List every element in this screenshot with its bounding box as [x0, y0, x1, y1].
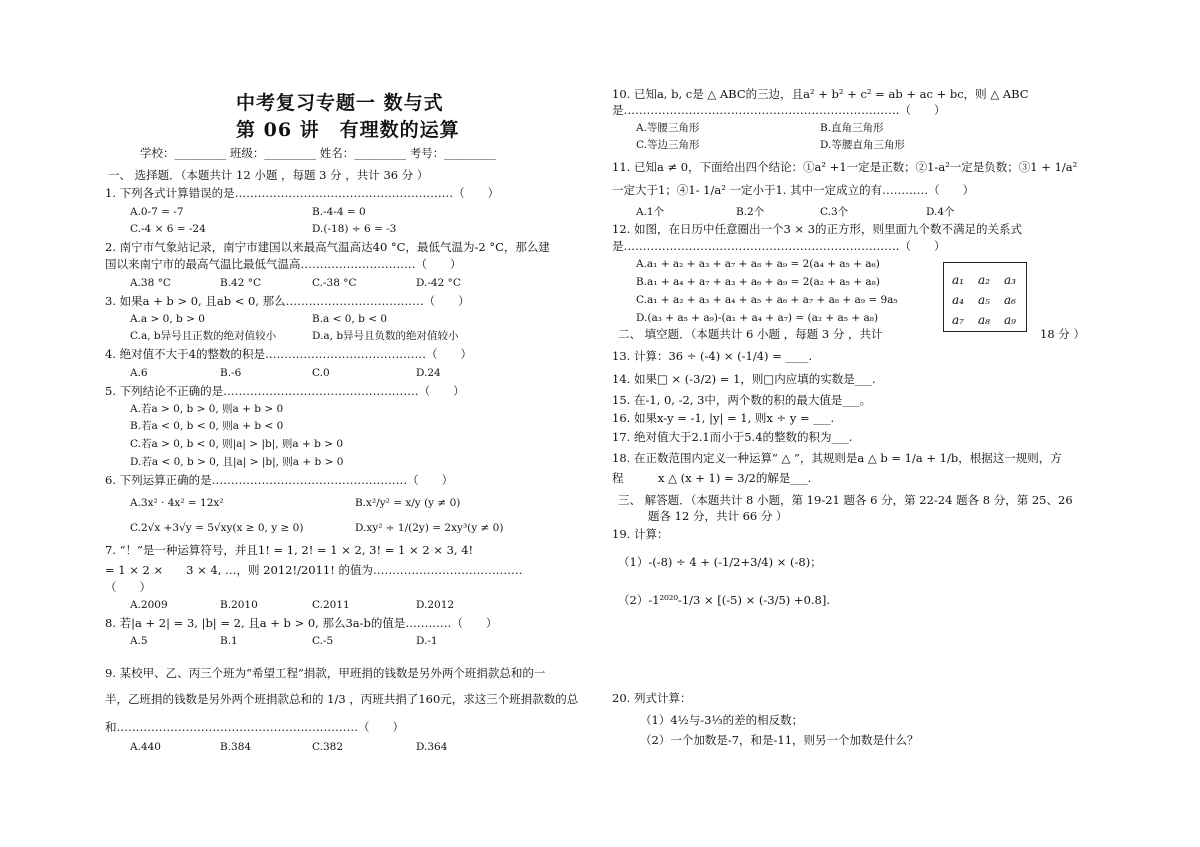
q8-option-a: A.5 — [130, 635, 148, 647]
grid-cell: a₉ — [1004, 313, 1016, 327]
question-20-part-2: （2）一个加数是-7，和是-11，则另一个加数是什么？ — [640, 733, 919, 747]
q5-option-b: B.若a < 0, b < 0, 则a + b < 0 — [130, 420, 284, 432]
question-9-line2: 半，乙班捐的钱数是另外两个班捐款总和的 1/3 ，丙班共捐了160元，求这三个班捐款数的总 — [105, 692, 579, 706]
q2-option-c: C.-38 °C — [312, 277, 357, 289]
q12-option-b: B.a₁ + a₄ + a₇ + a₃ + a₆ + a₉ = 2(a₂ + a₅ + a₈) — [636, 276, 880, 288]
q9-option-c: C.382 — [312, 741, 344, 753]
q3-option-c: C.a, b异号且正数的绝对值较小 — [130, 330, 277, 342]
grid-cell: a₂ — [978, 273, 990, 287]
question-10-line2: 是………………………………………………………………（ ） — [612, 103, 946, 117]
page-subtitle: 第 06 讲 有理数的运算 — [236, 119, 460, 141]
question-18-line1: 18. 在正数范围内定义一种运算“ △ ”，其规则是a △ b = 1/a + 1/b，根据这一规则，方 — [612, 451, 1062, 465]
q11-option-d: D.4个 — [926, 206, 955, 218]
q9-option-d: D.364 — [416, 741, 448, 753]
q11-option-a: A.1个 — [636, 206, 665, 218]
question-12-line2: 是………………………………………………………………（ ） — [612, 239, 946, 253]
grid-cell: a₄ — [952, 293, 964, 307]
calendar-grid-figure — [943, 262, 1027, 332]
page-title: 中考复习专题一 数与式 — [236, 92, 444, 114]
question-11-line1: 11. 已知a ≠ 0，下面给出四个结论：①a² +1一定是正数；②1-a²一定是负数；③1 + 1/a² — [612, 160, 1078, 174]
grid-cell: a₅ — [978, 293, 990, 307]
q6-option-c: C.2√x +3√y = 5√xy(x ≥ 0, y ≥ 0) — [130, 522, 304, 534]
question-2-line1: 2. 南宁市气象站记录，南宁市建国以来最高气温高达40 °C，最低气温为-2 °C，那么建 — [105, 240, 550, 254]
q4-option-c: C.0 — [312, 367, 330, 379]
q2-option-a: A.38 °C — [130, 277, 171, 289]
q1-option-b: B.-4-4 = 0 — [312, 206, 366, 218]
q3-option-b: B.a < 0, b < 0 — [312, 313, 388, 325]
q2-option-d: D.-42 °C — [416, 277, 461, 289]
grid-cell: a₈ — [978, 313, 990, 327]
question-10-line1: 10. 已知a, b, c是 △ ABC的三边，且a² + b² + c² = ab + ac + bc，则 △ ABC — [612, 87, 1029, 101]
question-7-line1: 7. “！”是一种运算符号，并且1! = 1, 2! = 1 × 2, 3! = 1 × 2 × 3, 4! — [105, 543, 474, 557]
q6-option-a: A.3x² · 4x² = 12x² — [130, 497, 224, 509]
q4-option-a: A.6 — [130, 367, 148, 379]
section-answer-heading: 三、 解答题．（本题共计 8 小题，第 19-21 题各 6 分，第 22-24 题各 8 分，第 25、26 — [618, 493, 1073, 507]
section-fill-heading: 二、 填空题．（本题共计 6 小题 ，每题 3 分 ，共计 — [618, 327, 883, 341]
q9-option-b: B.384 — [220, 741, 252, 753]
info-fields: 学校：_________ 班级：_________ 姓名：_________ 考号：_________ — [140, 146, 496, 160]
q5-option-d: D.若a < 0, b > 0, 且|a| > |b|, 则a + b > 0 — [130, 456, 344, 468]
question-19-part-2: （2）-1²⁰²⁰-1/3 × [(-5) × (-3/5) +0.8]. — [618, 593, 830, 607]
q12-option-c: C.a₁ + a₂ + a₃ + a₄ + a₅ + a₆ + a₇ + a₈ + a₉ = 9a₅ — [636, 294, 898, 306]
q8-option-b: B.1 — [220, 635, 238, 647]
q8-option-d: D.-1 — [416, 635, 438, 647]
q7-option-a: A.2009 — [130, 599, 168, 611]
q6-option-d: D.xy² ÷ 1/(2y) = 2xy³(y ≠ 0) — [355, 522, 504, 534]
question-14: 14. 如果□ × (-3/2) = 1，则□内应填的实数是___. — [612, 372, 876, 386]
q1-option-c: C.-4 × 6 = -24 — [130, 223, 206, 235]
q1-option-d: D.(-18) ÷ 6 = -3 — [312, 223, 397, 235]
q9-option-a: A.440 — [130, 741, 161, 753]
question-19-part-1: （1）-(-8) ÷ 4 + (-1/2+3/4) × (-8)； — [618, 555, 822, 569]
question-9-line3: 和………………………………………………………（ ） — [105, 720, 404, 734]
grid-cell: a₁ — [952, 273, 964, 287]
question-16: 16. 如果x-y = -1, |y| = 1, 则x ÷ y = ___. — [612, 411, 835, 425]
question-6: 6. 下列运算正确的是……………………………………………（ ） — [105, 473, 454, 487]
q12-option-d: D.(a₃ + a₅ + a₉)-(a₁ + a₄ + a₇) = (a₂ + a₅ + a₈) — [636, 312, 879, 324]
q10-option-b: B.直角三角形 — [820, 122, 884, 134]
question-3: 3. 如果a + b > 0, 且ab < 0, 那么………………………………（ ） — [105, 294, 470, 308]
q5-option-a: A.若a > 0, b > 0, 则a + b > 0 — [130, 403, 284, 415]
question-20: 20. 列式计算： — [612, 691, 692, 705]
question-15: 15. 在-1, 0, -2, 3中，两个数的积的最大值是___。 — [612, 393, 872, 407]
question-1: 1. 下列各式计算错误的是…………………………………………………（ ） — [105, 186, 500, 200]
section-fill-heading-tail: 18 分 ） — [1040, 327, 1085, 341]
q1-option-a: A.0-7 = -7 — [130, 206, 184, 218]
question-9-line1: 9. 某校甲、乙、丙三个班为“希望工程”捐款，甲班捐的钱数是另外两个班捐款总和的一 — [105, 666, 546, 680]
q4-option-d: D.24 — [416, 367, 441, 379]
q11-option-c: C.3个 — [820, 206, 849, 218]
section-choice-heading: 一、 选择题．（本题共计 12 小题 ，每题 3 分 ，共计 36 分 ） — [108, 168, 429, 182]
question-17: 17. 绝对值大于2.1而小于5.4的整数的积为___. — [612, 430, 853, 444]
q2-option-b: B.42 °C — [220, 277, 262, 289]
q7-option-c: C.2011 — [312, 599, 350, 611]
question-7-line3: （ ） — [105, 580, 151, 594]
q10-option-a: A.等腰三角形 — [636, 122, 700, 134]
question-4: 4. 绝对值不大于4的整数的积是……………………………………（ ） — [105, 347, 472, 361]
grid-cell: a₇ — [952, 313, 964, 327]
q5-option-c: C.若a > 0, b < 0, 则|a| > |b|, 则a + b > 0 — [130, 438, 344, 450]
question-18-line2: 程 x △ (x + 1) = 3/2的解是___. — [612, 471, 812, 485]
question-2-line2: 国以来南宁市的最高气温比最低气温高…………………………（ ） — [105, 257, 462, 271]
q3-option-a: A.a > 0, b > 0 — [130, 313, 205, 325]
q11-option-b: B.2个 — [736, 206, 765, 218]
q3-option-d: D.a, b异号且负数的绝对值较小 — [312, 330, 459, 342]
question-7-line2: = 1 × 2 × 3 × 4, …，则 2012!/2011! 的值为………………………………… — [105, 563, 523, 577]
question-11-line2: 一定大于1；④1- 1/a² 一定小于1. 其中一定成立的有…………（ ） — [612, 183, 975, 197]
q10-option-d: D.等腰直角三角形 — [820, 139, 905, 151]
question-5: 5. 下列结论不正确的是……………………………………………（ ） — [105, 384, 465, 398]
q7-option-b: B.2010 — [220, 599, 258, 611]
grid-cell: a₆ — [1004, 293, 1016, 307]
q12-option-a: A.a₁ + a₂ + a₃ + a₇ + a₈ + a₉ = 2(a₄ + a₅ + a₆) — [636, 258, 880, 270]
q6-option-b: B.x²/y² = x/y (y ≠ 0) — [355, 497, 461, 509]
question-12-line1: 12. 如图，在日历中任意圈出一个3 × 3的正方形，则里面九个数不满足的关系式 — [612, 222, 1023, 236]
question-20-part-1: （1）4½与-3⅓的差的相反数； — [640, 713, 804, 727]
question-13: 13. 计算：36 ÷ (-4) × (-1/4) = ____. — [612, 349, 813, 363]
grid-cell: a₃ — [1004, 273, 1016, 287]
section-answer-heading-2: 题各 12 分，共计 66 分 ） — [648, 509, 788, 523]
q10-option-c: C.等边三角形 — [636, 139, 700, 151]
question-8: 8. 若|a + 2| = 3, |b| = 2, 且a + b > 0, 那么3a-b的值是…………（ ） — [105, 616, 498, 630]
question-19: 19. 计算： — [612, 527, 669, 541]
q4-option-b: B.-6 — [220, 367, 242, 379]
q8-option-c: C.-5 — [312, 635, 334, 647]
q7-option-d: D.2012 — [416, 599, 455, 611]
